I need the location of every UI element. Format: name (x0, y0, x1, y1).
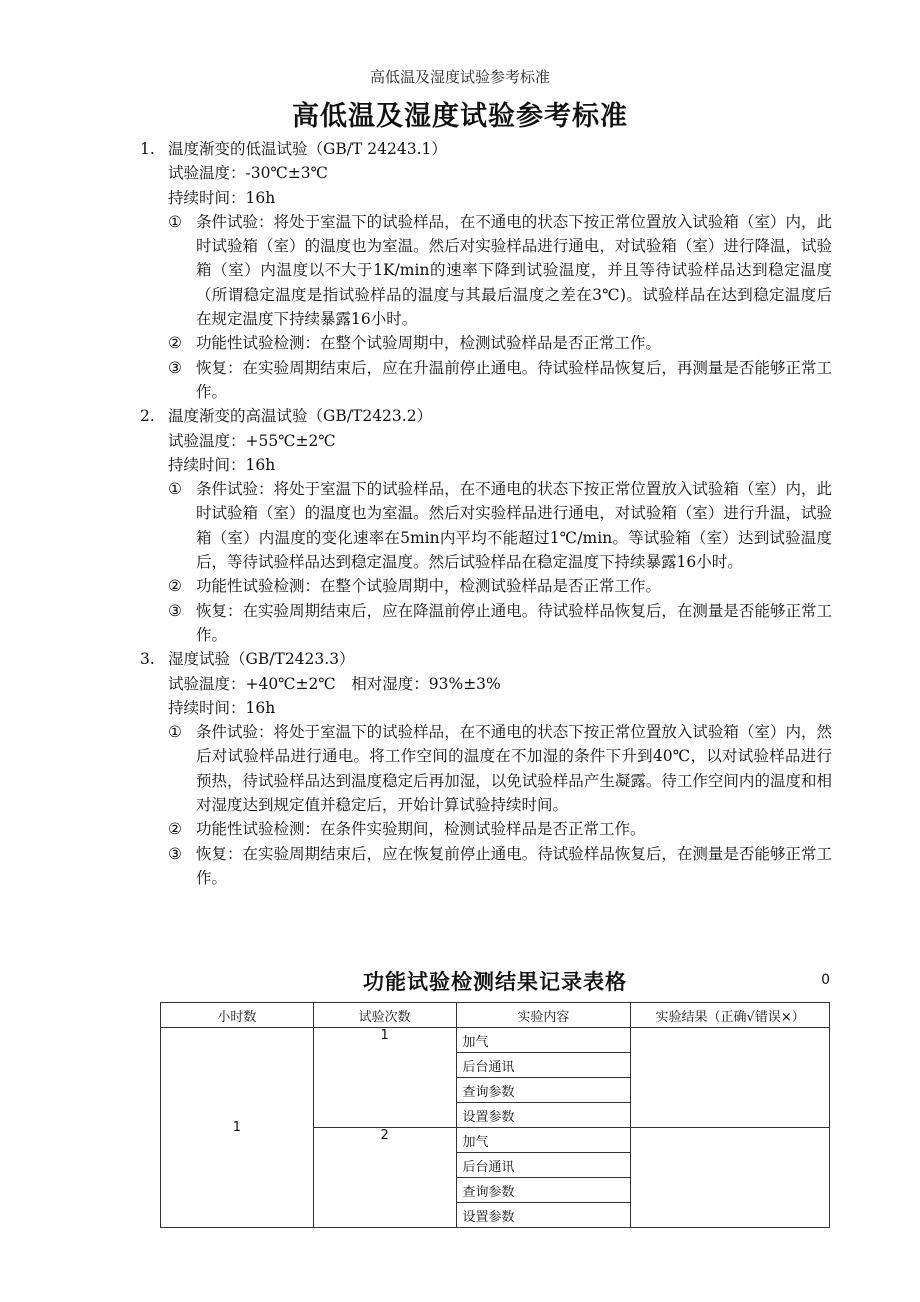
item-marker: ① (168, 480, 182, 499)
section-number: 2. (140, 407, 155, 426)
content-cell: 加气 (456, 1128, 631, 1153)
item-text: 恢复：在实验周期结束后，应在恢复前停止通电。待试验样品恢复后，在测量是否能够正常工作。 (196, 844, 832, 887)
column-header-content: 实验内容 (456, 1003, 631, 1028)
trial-count-cell: 1 (313, 1028, 456, 1128)
param-duration: 持续时间：16h (168, 698, 276, 717)
item-marker: ② (168, 820, 182, 839)
document-body (140, 137, 832, 890)
item-marker: ③ (168, 601, 182, 620)
trial-count-cell: 2 (313, 1128, 456, 1228)
content-cell: 后台通讯 (456, 1153, 631, 1178)
section-title: 湿度试验（GB/T2423.3） (168, 650, 355, 669)
section-number: 1. (140, 140, 155, 158)
section-number: 3. (140, 650, 155, 669)
section-humidity (140, 647, 832, 890)
item-text: 功能性试验检测：在整个试验周期中，检测试验样品是否正常工作。 (196, 577, 662, 596)
content-cell: 后台通讯 (456, 1053, 631, 1078)
param-temperature: 试验温度：-30℃±3℃ (168, 164, 328, 183)
item-text: 恢复：在实验周期结束后，应在升温前停止通电。待试验样品恢复后，再测量是否能够正常工作。 (196, 358, 832, 401)
list-item (140, 842, 832, 891)
item-text: 恢复：在实验周期结束后，应在降温前停止通电。待试验样品恢复后，在测量是否能够正常工作。 (196, 601, 832, 644)
item-text: 功能性试验检测：在整个试验周期中，检测试验样品是否正常工作。 (196, 334, 662, 353)
content-cell: 查询参数 (456, 1178, 631, 1203)
result-cell[interactable] (631, 1128, 830, 1228)
list-item (140, 331, 832, 355)
content-cell: 设置参数 (456, 1103, 631, 1128)
item-text: 功能性试验检测：在条件实验期间，检测试验样品是否正常工作。 (196, 820, 646, 839)
list-item (140, 720, 832, 817)
item-marker: ③ (168, 358, 182, 377)
list-item (140, 356, 832, 405)
table-title: 功能试验检测结果记录表格 (363, 969, 627, 994)
section-low-temp (140, 137, 832, 404)
param-temperature: 试验温度：+55℃±2℃ (168, 431, 336, 450)
item-marker: ② (168, 334, 182, 353)
list-item (140, 817, 832, 841)
content-cell: 设置参数 (456, 1203, 631, 1228)
table-title-row (160, 966, 830, 996)
column-header-trial-count: 试验次数 (313, 1003, 456, 1028)
section-heading (140, 137, 832, 161)
item-marker: ② (168, 577, 182, 596)
result-cell[interactable] (631, 1028, 830, 1128)
param-duration: 持续时间：16h (168, 455, 276, 474)
list-item (140, 477, 832, 574)
column-header-result: 实验结果（正确√错误×） (631, 1003, 830, 1028)
item-text: 条件试验：将处于室温下的试验样品，在不通电的状态下按正常位置放入试验箱（室）内，此时试验箱（室）的温度也为室温。然后对实验样品进行通电，对试验箱（室）进行升温，试验箱（室）内温度的变化速率在5min内平均不能超过1℃/min。等试验箱（室）达到试验温度后，等待试验样品达到稳定温度。然后试验样品在稳定温度下持续暴露16小时。 (196, 480, 832, 572)
item-text: 条件试验：将处于室温下的试验样品，在不通电的状态下按正常位置放入试验箱（室）内，然后对试验样品进行通电。将工作空间的温度在不加湿的条件下升到40℃，以对试验样品进行预热，待试验样品达到温度稳定后再加湿，以免试验样品产生凝露。待工作空间内的温度和相对湿度达到规定值并稳定后，开始计算试验持续时间。 (196, 723, 832, 815)
column-header-hours: 小时数 (161, 1003, 314, 1028)
table-header-row (161, 1003, 830, 1028)
item-marker: ③ (168, 844, 182, 863)
page-title: 高低温及湿度试验参考标准 (292, 101, 628, 132)
section-title: 温度渐变的低温试验（GB/T 24243.1） (168, 140, 447, 158)
list-item (140, 599, 832, 648)
content-cell: 查询参数 (456, 1078, 631, 1103)
running-header: 高低温及湿度试验参考标准 (369, 68, 550, 86)
content-cell: 加气 (456, 1028, 631, 1053)
section-heading (140, 647, 832, 671)
list-item (140, 210, 832, 331)
param-duration: 持续时间：16h (168, 188, 276, 207)
section-heading (140, 404, 832, 428)
page-number: 0 (821, 972, 830, 988)
list-item (140, 574, 832, 598)
item-marker: ① (168, 212, 182, 231)
item-marker: ① (168, 723, 182, 742)
item-text: 条件试验：将处于室温下的试验样品，在不通电的状态下按正常位置放入试验箱（室）内，此时试验箱（室）的温度也为室温。然后对实验样品进行通电，对试验箱（室）进行降温，试验箱（室）内温度以不大于1K/min的速率下降到试验温度，并且等待试验样品达到稳定温度（所谓稳定温度是指试验样品的温度与其最后温度之差在3℃)。试验样品在达到稳定温度后在规定温度下持续暴露16小时。 (196, 212, 832, 329)
table-row (161, 1028, 830, 1053)
result-table (160, 1002, 830, 1228)
section-title: 温度渐变的高温试验（GB/T2423.2） (168, 407, 433, 426)
param-temperature-humidity: 试验温度：+40℃±2℃ 相对湿度：93%±3% (168, 674, 501, 693)
hour-cell: 1 (161, 1028, 314, 1228)
section-high-temp (140, 404, 832, 647)
